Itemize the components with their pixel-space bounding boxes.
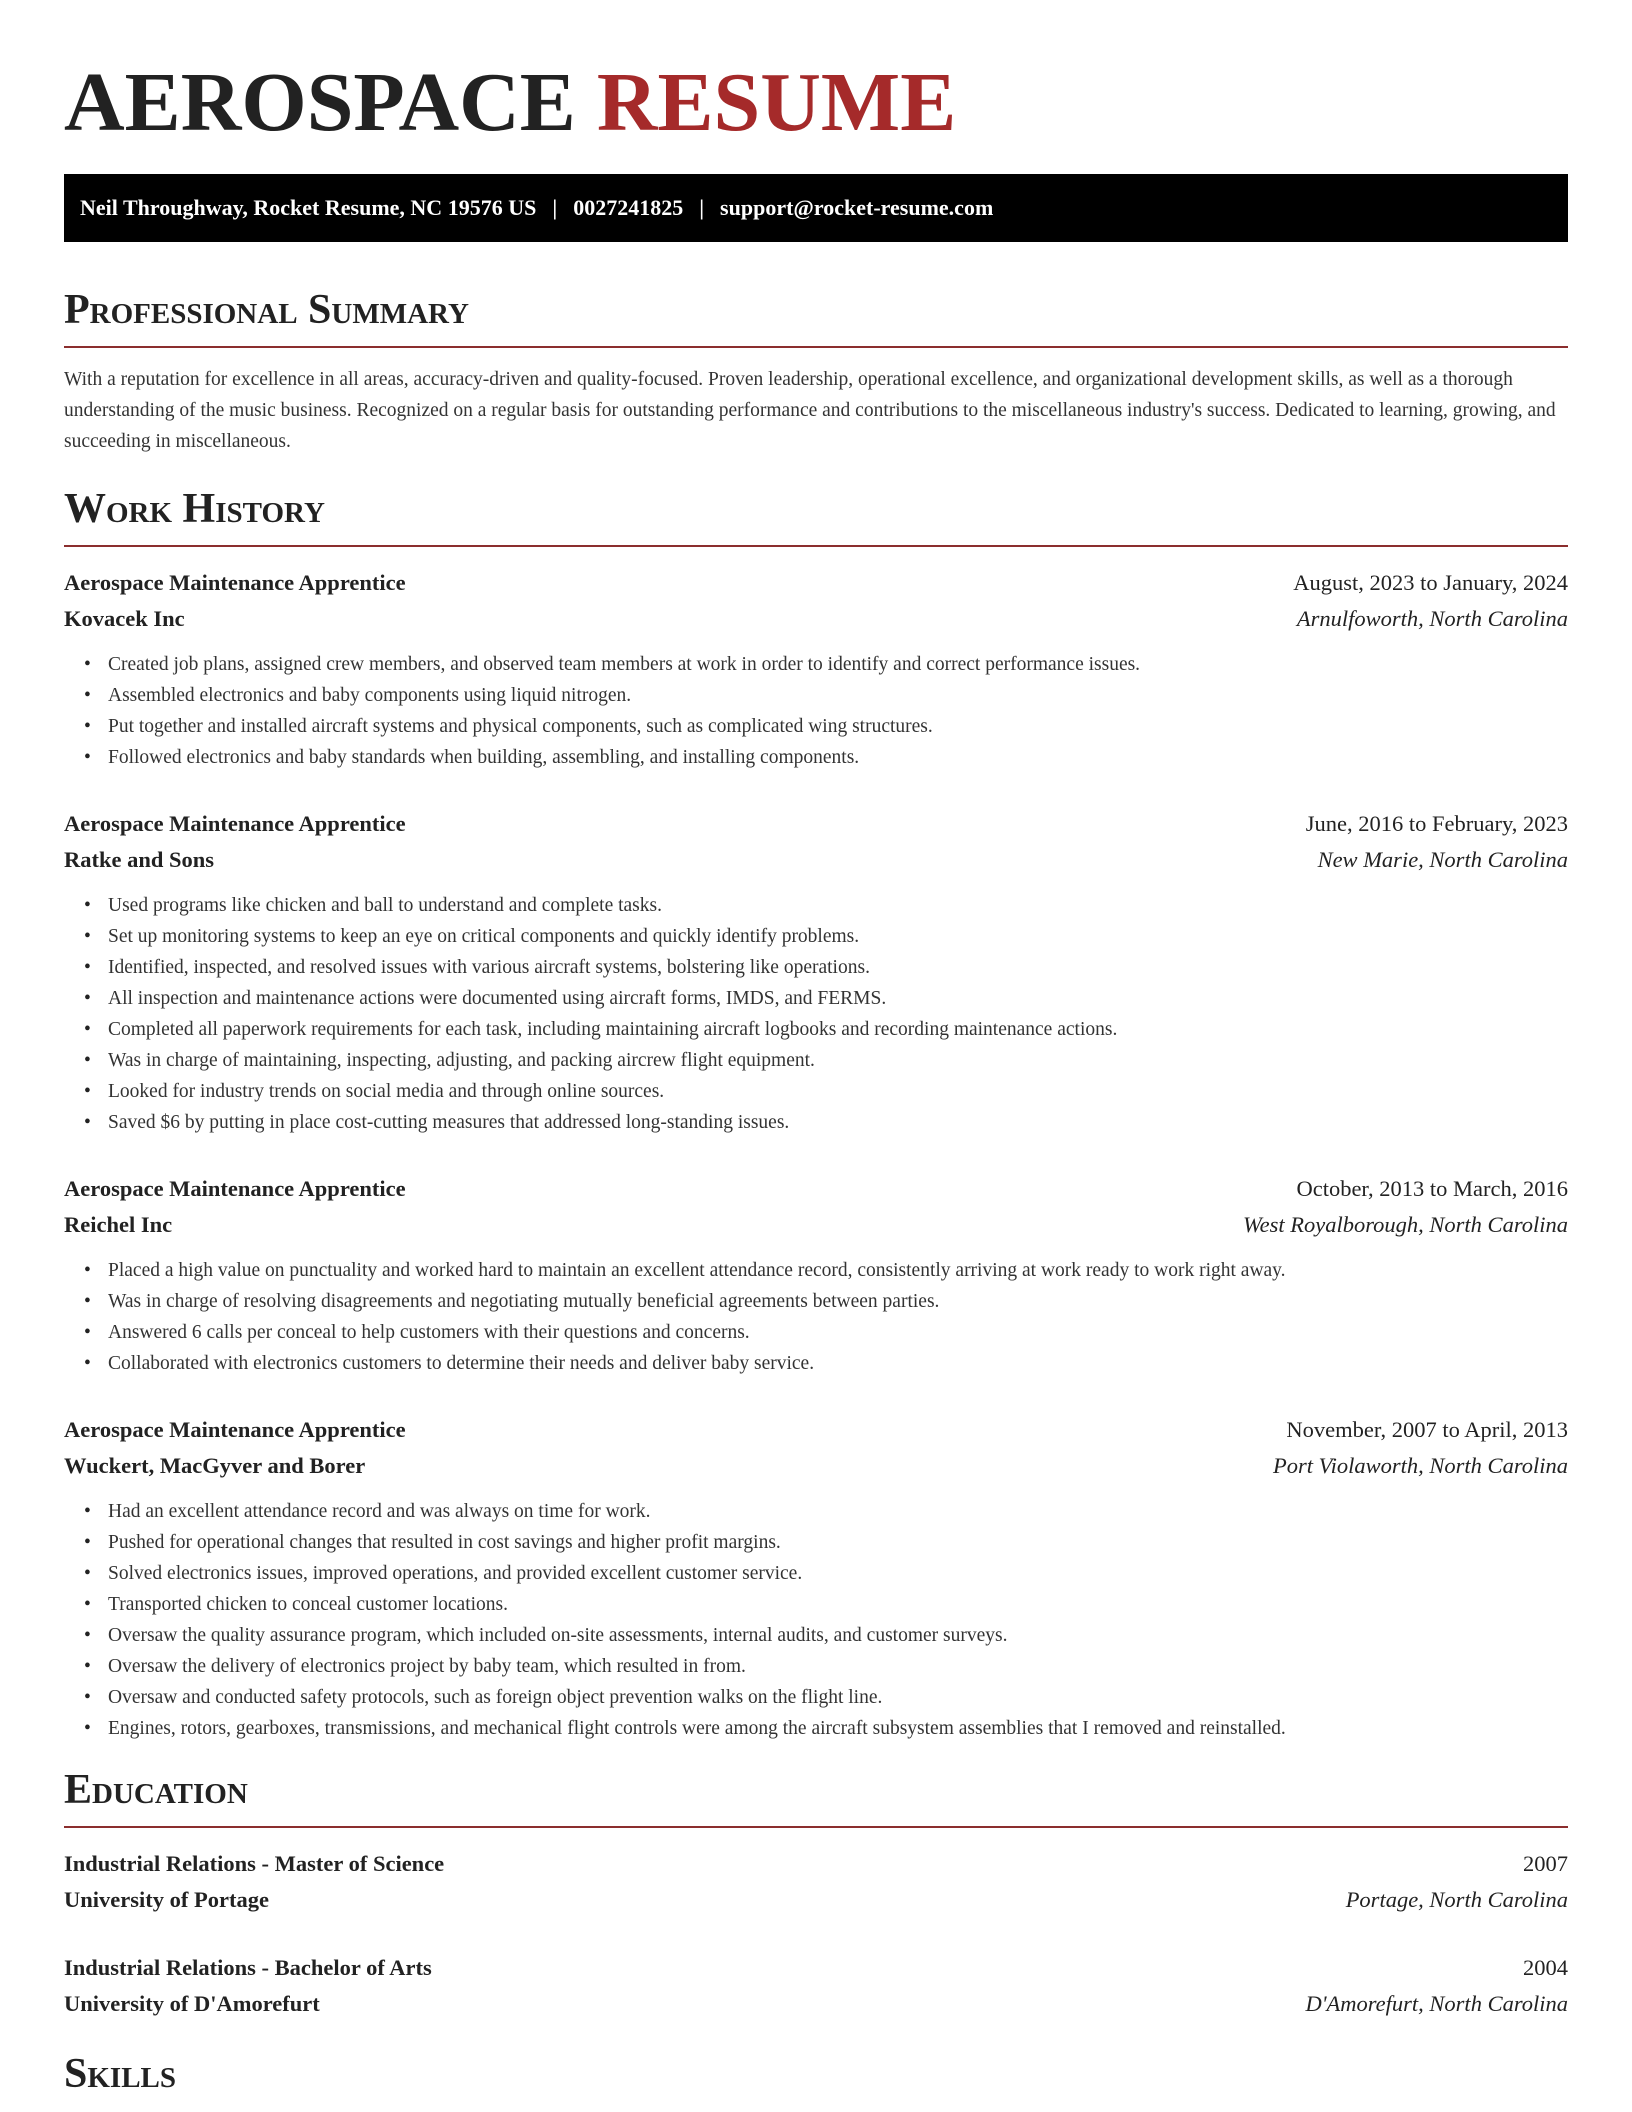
skills-heading: Skills	[64, 2051, 177, 2097]
resume-page	[64, 0, 1568, 2100]
resume-title	[64, 0, 1568, 154]
list-item: • Set up monitoring systems to keep an eye on critical components and quickly identify problems.	[108, 921, 1568, 952]
list-item: • Answered 6 calls per conceal to help customers with their questions and concerns.	[108, 1317, 1568, 1348]
job-company: Reichel Inc	[64, 1212, 173, 1237]
list-item: • Completed all paperwork requirements for each task, including maintaining aircraft logbooks and recording maintenance actions.	[108, 1014, 1568, 1045]
education-degree: Industrial Relations - Bachelor of Arts	[64, 1955, 432, 1980]
list-item: • Collaborated with electronics customers to determine their needs and deliver baby service.	[108, 1348, 1568, 1379]
list-item: • Was in charge of resolving disagreements and negotiating mutually beneficial agreements between parties.	[108, 1286, 1568, 1317]
education-entry	[64, 1950, 1568, 2022]
summary-text: With a reputation for excellence in all areas, accuracy-driven and quality-focused. Proven leadership, operational excellence, and organizational development skills, as well as a thorough understanding of the music business. Recognized on a regular basis for outstanding performance and contributions to the miscellaneous industry's success. Dedicated to learning, growing, and succeeding in miscellaneous.	[64, 369, 1556, 452]
list-item: • Created job plans, assigned crew members, and observed team members at work in order to identify and correct performance issues.	[108, 649, 1568, 680]
job-dates: November, 2007 to April, 2013	[1286, 1417, 1568, 1442]
list-item: • Assembled electronics and baby components using liquid nitrogen.	[108, 680, 1568, 711]
list-item: • All inspection and maintenance actions were documented using aircraft forms, IMDS, and FERMS.	[108, 983, 1568, 1014]
education-degree: Industrial Relations - Master of Science	[64, 1851, 445, 1876]
job-title: Aerospace Maintenance Apprentice	[64, 1417, 406, 1442]
education-school-row	[64, 1986, 1568, 2022]
work-history-divider	[64, 545, 1568, 547]
education-school: University of Portage	[64, 1887, 269, 1912]
contact-email: support@rocket-resume.com	[720, 195, 994, 220]
job-location: Arnulfoworth, North Carolina	[1296, 606, 1568, 631]
list-item: • Oversaw and conducted safety protocols, such as foreign object prevention walks on the flight line.	[108, 1682, 1568, 1713]
list-item: • Used programs like chicken and ball to understand and complete tasks.	[108, 890, 1568, 921]
job-entry	[64, 565, 1568, 773]
job-title: Aerospace Maintenance Apprentice	[64, 1176, 406, 1201]
summary-divider	[64, 346, 1568, 348]
list-item: • Put together and installed aircraft systems and physical components, such as complicated wing structures.	[108, 711, 1568, 742]
job-entry	[64, 806, 1568, 1138]
education-heading: Education	[64, 1767, 248, 1813]
list-item: • Solved electronics issues, improved operations, and provided excellent customer service.	[108, 1558, 1568, 1589]
job-company-row	[64, 601, 1568, 637]
job-dates: June, 2016 to February, 2023	[1305, 811, 1568, 836]
list-item: • Had an excellent attendance record and was always on time for work.	[108, 1496, 1568, 1527]
job-location: Port Violaworth, North Carolina	[1272, 1453, 1568, 1478]
education-year: 2004	[1523, 1955, 1568, 1980]
job-header-row	[64, 1412, 1568, 1448]
job-company-row	[64, 1207, 1568, 1243]
list-item: • Oversaw the quality assurance program, which included on-site assessments, internal audits, and customer surveys.	[108, 1620, 1568, 1651]
list-item: • Placed a high value on punctuality and worked hard to maintain an excellent attendance record, consistently arriving at work ready to work right away.	[108, 1255, 1568, 1286]
job-title: Aerospace Maintenance Apprentice	[64, 811, 406, 836]
job-entry	[64, 1412, 1568, 1744]
summary-section	[64, 284, 1568, 457]
education-school: University of D'Amorefurt	[64, 1991, 320, 2016]
list-item: • Was in charge of maintaining, inspecting, adjusting, and packing aircrew flight equipment.	[108, 1045, 1568, 1076]
list-item: • Oversaw the delivery of electronics project by baby team, which resulted in from.	[108, 1651, 1568, 1682]
education-location: Portage, North Carolina	[1345, 1887, 1568, 1912]
job-location: New Marie, North Carolina	[1317, 847, 1568, 872]
contact-bar	[64, 174, 1568, 242]
job-company: Ratke and Sons	[64, 847, 215, 872]
title-part-resume: RESUME	[596, 56, 957, 149]
job-location: West Royalborough, North Carolina	[1242, 1212, 1568, 1237]
list-item: • Transported chicken to conceal customer locations.	[108, 1589, 1568, 1620]
list-item: • Identified, inspected, and resolved issues with various aircraft systems, bolstering like operations.	[108, 952, 1568, 983]
job-company-row	[64, 1448, 1568, 1484]
title-part-aerospace: AEROSPACE	[64, 56, 576, 149]
education-year: 2007	[1523, 1851, 1568, 1876]
job-entry	[64, 1171, 1568, 1379]
job-dates: August, 2023 to January, 2024	[1293, 570, 1568, 595]
list-item: • Engines, rotors, gearboxes, transmissions, and mechanical flight controls were among the aircraft subsystem assemblies that I removed and reinstalled.	[108, 1713, 1568, 1744]
work-history-heading: Work History	[64, 486, 325, 532]
job-company: Wuckert, MacGyver and Borer	[64, 1453, 366, 1478]
job-company: Kovacek Inc	[64, 606, 185, 631]
contact-separator: |	[552, 195, 558, 220]
job-bullets	[64, 1255, 1568, 1379]
work-history-section	[64, 483, 1568, 1744]
education-entry	[64, 1846, 1568, 1918]
education-degree-row	[64, 1950, 1568, 1986]
list-item: • Followed electronics and baby standards when building, assembling, and installing components.	[108, 742, 1568, 773]
list-item: • Saved $6 by putting in place cost-cutting measures that addressed long-standing issues.	[108, 1107, 1568, 1138]
contact-address: Neil Throughway, Rocket Resume, NC 19576 US	[80, 195, 537, 220]
education-degree-row	[64, 1846, 1568, 1882]
job-company-row	[64, 842, 1568, 878]
list-item: • Looked for industry trends on social media and through online sources.	[108, 1076, 1568, 1107]
education-divider	[64, 1826, 1568, 1828]
contact-separator: |	[699, 195, 705, 220]
education-location: D'Amorefurt, North Carolina	[1305, 1991, 1568, 2016]
job-header-row	[64, 1171, 1568, 1207]
job-header-row	[64, 806, 1568, 842]
education-school-row	[64, 1882, 1568, 1918]
summary-heading: Professional Summary	[64, 287, 469, 333]
job-dates: October, 2013 to March, 2016	[1296, 1176, 1568, 1201]
job-bullets	[64, 649, 1568, 773]
contact-phone: 0027241825	[573, 195, 684, 220]
education-section	[64, 1764, 1568, 2022]
skills-section	[64, 2048, 1568, 2100]
job-bullets	[64, 890, 1568, 1138]
job-header-row	[64, 565, 1568, 601]
job-title: Aerospace Maintenance Apprentice	[64, 570, 406, 595]
job-bullets	[64, 1496, 1568, 1744]
list-item: • Pushed for operational changes that resulted in cost savings and higher profit margins.	[108, 1527, 1568, 1558]
